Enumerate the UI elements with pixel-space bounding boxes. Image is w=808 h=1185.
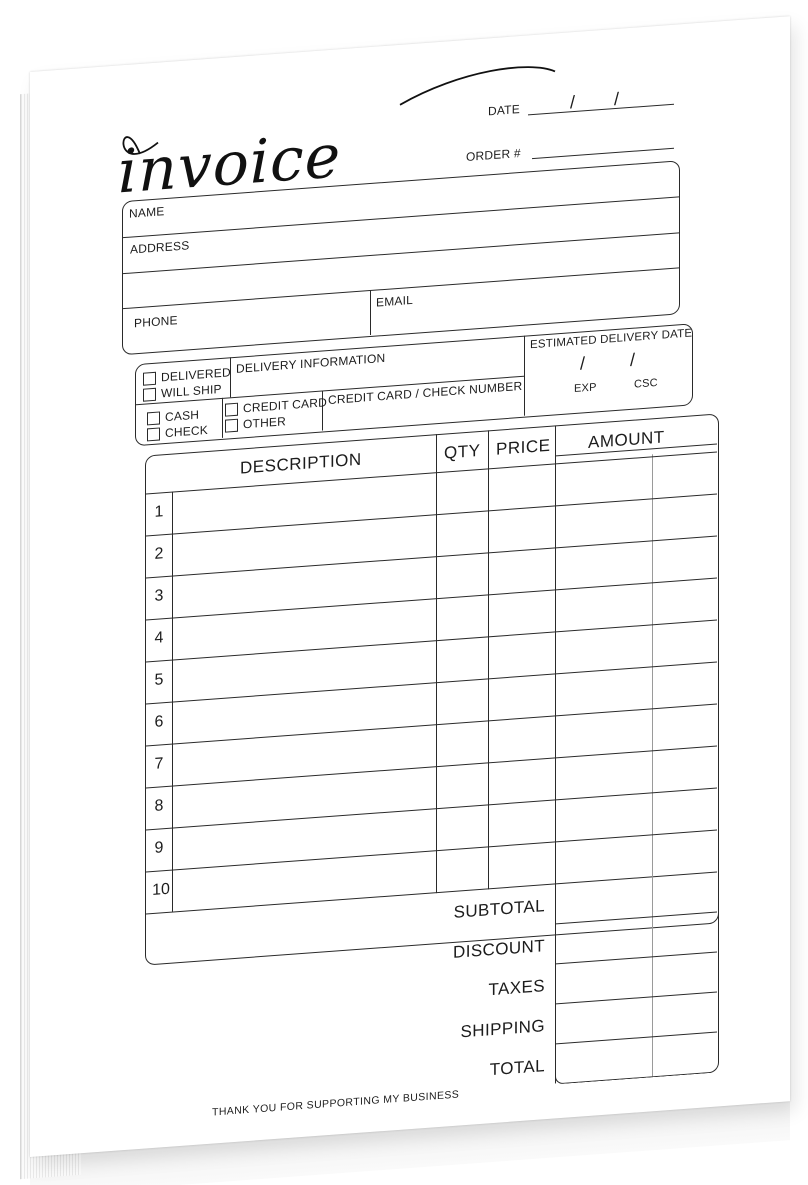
estimated-divider — [524, 336, 525, 416]
cash-checkbox[interactable] — [147, 411, 160, 425]
check-checkbox[interactable] — [147, 427, 160, 441]
order-label: ORDER # — [466, 145, 521, 164]
thank-you-footer: THANK YOU FOR SUPPORTING MY BUSINESS — [212, 1088, 460, 1119]
check-label: CHECK — [165, 422, 209, 441]
csc-label: CSC — [634, 376, 658, 391]
order-line — [532, 148, 674, 159]
email-label: EMAIL — [376, 292, 414, 310]
shipping-label: SHIPPING — [460, 1016, 545, 1042]
will-ship-checkbox[interactable] — [143, 388, 156, 402]
total-label: TOTAL — [489, 1056, 545, 1080]
date-label: DATE — [488, 102, 520, 119]
credit-card-checkbox[interactable] — [225, 403, 238, 417]
taxes-label: TAXES — [488, 976, 545, 1000]
price-header: PRICE — [496, 435, 551, 459]
address-label: ADDRESS — [130, 238, 190, 257]
invoice-sheet — [30, 16, 790, 1157]
name-label: NAME — [129, 204, 165, 221]
row-number: 3 — [154, 587, 164, 605]
subtotal-label: SUBTOTAL — [453, 896, 545, 922]
row-number: 9 — [154, 839, 164, 857]
cash-label: CASH — [165, 407, 200, 425]
row-number: 10 — [152, 880, 170, 900]
row-number: 1 — [154, 503, 164, 521]
estimated-delivery-label: ESTIMATED DELIVERY DATE — [530, 327, 693, 352]
row-number: 8 — [154, 797, 164, 815]
credit-card-label: CREDIT CARD — [243, 395, 327, 416]
price-column-divider — [488, 430, 489, 889]
amount-header: AMOUNT — [588, 427, 665, 453]
date-slash-1: / — [570, 91, 576, 113]
totals-box — [555, 871, 719, 1084]
other-label: OTHER — [243, 414, 286, 432]
other-checkbox[interactable] — [225, 419, 238, 433]
date-slash-2: / — [614, 88, 620, 110]
row-number: 4 — [154, 629, 164, 647]
payment-option-divider — [222, 398, 223, 438]
delivered-label: DELIVERED — [161, 365, 231, 385]
cents-column-divider — [652, 454, 653, 926]
card-number-label: CREDIT CARD / CHECK NUMBER — [328, 378, 523, 408]
row-number: 5 — [154, 671, 164, 689]
invoice-title: invoice — [118, 121, 342, 208]
delivery-info-label: DELIVERY INFORMATION — [236, 350, 386, 376]
estimated-slash-2: / — [630, 349, 636, 370]
exp-label: EXP — [574, 381, 597, 396]
will-ship-label: WILL SHIP — [161, 381, 222, 401]
delivered-checkbox[interactable] — [143, 372, 156, 386]
qty-header: QTY — [444, 440, 481, 463]
row-number: 2 — [154, 545, 164, 563]
description-header: DESCRIPTION — [240, 449, 362, 478]
customer-divider-vertical — [370, 290, 371, 335]
phone-label: PHONE — [134, 313, 178, 331]
row-number: 6 — [154, 713, 164, 731]
row-number: 7 — [154, 755, 164, 773]
estimated-slash-1: / — [580, 353, 586, 374]
discount-label: DISCOUNT — [453, 936, 545, 962]
qty-column-divider — [436, 434, 437, 893]
amount-column-divider — [555, 425, 556, 884]
